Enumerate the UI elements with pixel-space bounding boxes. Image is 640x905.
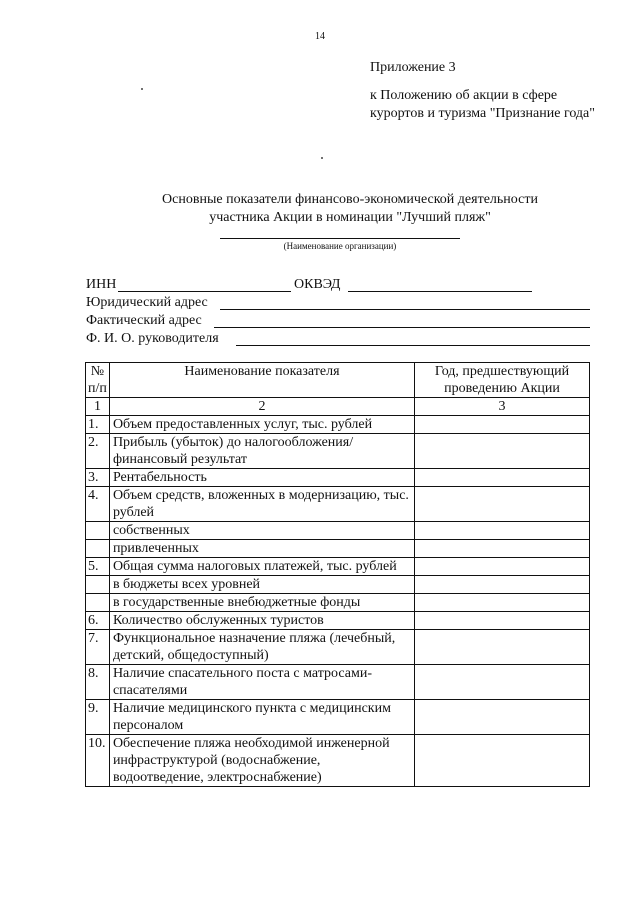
- legal-address-line: [220, 309, 590, 310]
- legal-address-label: Юридический адрес: [86, 295, 208, 310]
- row-name: Общая сумма налоговых платежей, тыс. рублей: [109, 558, 414, 576]
- row-number: [86, 522, 110, 540]
- appendix-title: Приложение 3: [370, 60, 456, 75]
- column-number: 2: [109, 398, 414, 416]
- row-number: 9.: [86, 700, 110, 735]
- inn-line: [118, 291, 291, 292]
- table-row: [86, 522, 590, 540]
- row-value-cell[interactable]: [414, 558, 589, 576]
- row-value-cell[interactable]: [414, 700, 589, 735]
- row-name: Объем средств, вложенных в модернизацию, тыс. рублей: [109, 487, 414, 522]
- document-title-line-2: участника Акции в номинации "Лучший пляж": [209, 210, 491, 225]
- table-row: [86, 540, 590, 558]
- table-row: [86, 558, 590, 576]
- organization-name-line: [220, 238, 460, 239]
- row-number: 6.: [86, 612, 110, 630]
- column-number-row: [86, 398, 590, 416]
- row-name: в бюджеты всех уровней: [109, 576, 414, 594]
- row-number: 8.: [86, 665, 110, 700]
- row-name: Наличие медицинского пункта с медицинским персоналом: [109, 700, 414, 735]
- row-name: Обеспечение пляжа необходимой инженерной инфраструктурой (водоснабжение, водоотведение, электроснабжение): [109, 735, 414, 787]
- row-number: 2.: [86, 434, 110, 469]
- row-number: 3.: [86, 469, 110, 487]
- appendix-text: к Положению об акции в сфере курортов и туризма "Признание года": [370, 88, 595, 121]
- table-row: [86, 700, 590, 735]
- row-number: 5.: [86, 558, 110, 576]
- row-name: Рентабельность: [109, 469, 414, 487]
- okved-label: ОКВЭД: [294, 277, 341, 292]
- table-row: [86, 469, 590, 487]
- scan-speck: [321, 157, 323, 159]
- document-title: [90, 191, 610, 227]
- actual-address-row: [86, 312, 596, 329]
- row-value-cell[interactable]: [414, 487, 589, 522]
- head-name-label: Ф. И. О. руководителя: [86, 331, 219, 346]
- actual-address-line: [214, 327, 590, 328]
- table-row: [86, 665, 590, 700]
- appendix-block: [370, 59, 610, 123]
- legal-address-row: [86, 294, 596, 311]
- header-name: Наименование показателя: [109, 363, 414, 398]
- head-name-row: [86, 330, 596, 347]
- organization-name-caption: (Наименование организации): [283, 241, 397, 251]
- table-row: [86, 594, 590, 612]
- head-name-line: [236, 345, 590, 346]
- table-row: [86, 434, 590, 469]
- table-header-row: [86, 363, 590, 398]
- row-number: [86, 576, 110, 594]
- row-value-cell[interactable]: [414, 416, 589, 434]
- row-name: Объем предоставленных услуг, тыс. рублей: [109, 416, 414, 434]
- row-name: собственных: [109, 522, 414, 540]
- table-row: [86, 416, 590, 434]
- table-row: [86, 487, 590, 522]
- header-value: Год, предшествующий проведению Акции: [414, 363, 589, 398]
- row-name: Прибыль (убыток) до налогообложения/ финансовый результат: [109, 434, 414, 469]
- row-value-cell[interactable]: [414, 612, 589, 630]
- row-value-cell[interactable]: [414, 630, 589, 665]
- row-name: Функциональное назначение пляжа (лечебный, детский, общедоступный): [109, 630, 414, 665]
- actual-address-label: Фактический адрес: [86, 313, 202, 328]
- table-row: [86, 735, 590, 787]
- row-value-cell[interactable]: [414, 576, 589, 594]
- row-value-cell[interactable]: [414, 540, 589, 558]
- okved-line: [348, 291, 532, 292]
- row-value-cell[interactable]: [414, 469, 589, 487]
- row-number: [86, 594, 110, 612]
- row-number: 7.: [86, 630, 110, 665]
- header-num: № п/п: [86, 363, 110, 398]
- row-name: привлеченных: [109, 540, 414, 558]
- inn-label: ИНН: [86, 277, 117, 292]
- table-row: [86, 612, 590, 630]
- row-name: в государственные внебюджетные фонды: [109, 594, 414, 612]
- column-number: 3: [414, 398, 589, 416]
- row-number: [86, 540, 110, 558]
- row-name: Наличие спасательного поста с матросами-спасателями: [109, 665, 414, 700]
- table-row: [86, 630, 590, 665]
- row-number: 10.: [86, 735, 110, 787]
- inn-okved-row: [86, 276, 596, 293]
- row-number: 4.: [86, 487, 110, 522]
- document-title-line-1: Основные показатели финансово-экономической деятельности: [162, 192, 538, 207]
- column-number: 1: [86, 398, 110, 416]
- row-value-cell[interactable]: [414, 434, 589, 469]
- scan-speck: [141, 88, 143, 90]
- indicators-table: [85, 362, 590, 787]
- row-number: 1.: [86, 416, 110, 434]
- page-number: 14: [315, 31, 325, 42]
- row-value-cell[interactable]: [414, 665, 589, 700]
- table-row: [86, 576, 590, 594]
- row-name: Количество обслуженных туристов: [109, 612, 414, 630]
- row-value-cell[interactable]: [414, 522, 589, 540]
- row-value-cell[interactable]: [414, 735, 589, 787]
- row-value-cell[interactable]: [414, 594, 589, 612]
